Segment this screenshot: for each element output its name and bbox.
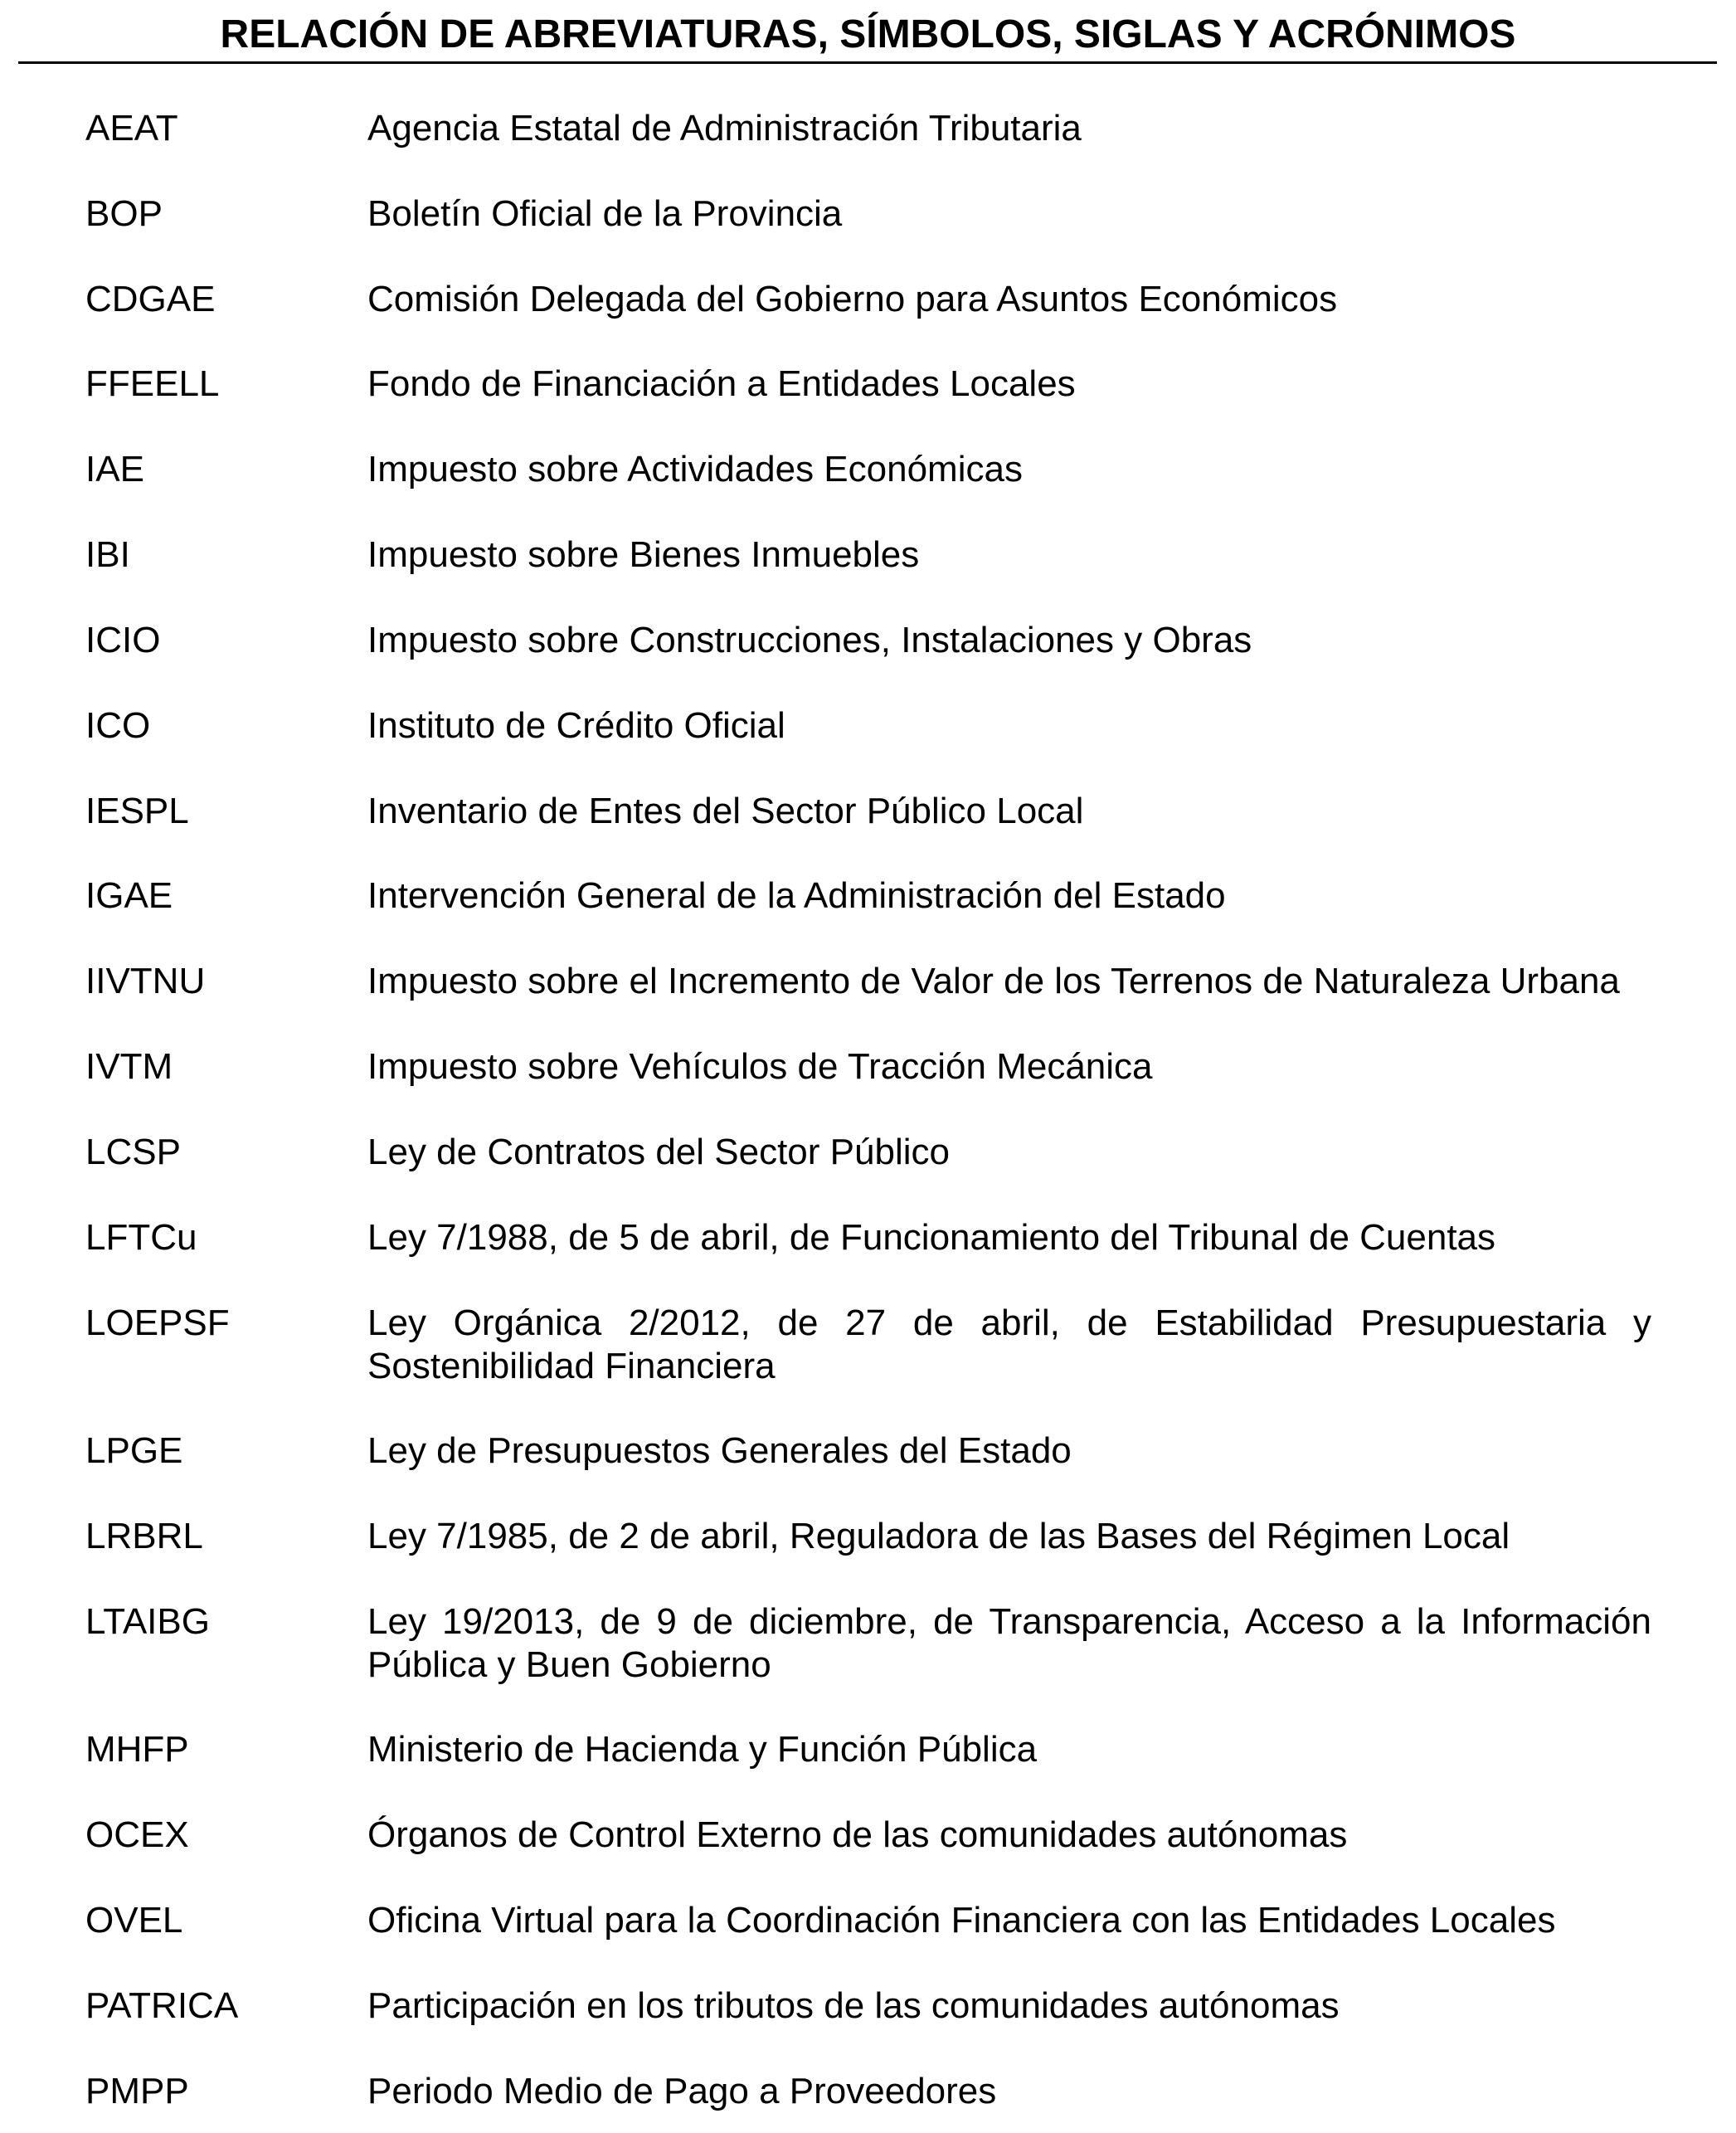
abbreviation: PATRICA	[85, 1985, 239, 2026]
abbreviation: LFTCu	[85, 1217, 197, 1258]
abbreviation: CDGAE	[85, 279, 216, 319]
abbreviation: AEAT	[85, 108, 178, 149]
abbreviation: IESPL	[85, 791, 189, 831]
abbreviation-meaning: Inventario de Entes del Sector Público Local	[367, 791, 1084, 831]
abbreviation-meaning: Agencia Estatal de Administración Tributaria	[367, 108, 1082, 149]
abbreviation: LPGE	[85, 1430, 183, 1471]
abbreviation-meaning: Impuesto sobre Vehículos de Tracción Mecánica	[367, 1046, 1153, 1087]
page-title: RELACIÓN DE ABREVIATURAS, SÍMBOLOS, SIGLAS Y ACRÓNIMOS	[220, 12, 1516, 56]
abbreviation: PMPP	[85, 2071, 189, 2111]
abbreviation-meaning: Boletín Oficial de la Provincia	[367, 193, 843, 234]
abbreviation-meaning: Impuesto sobre Actividades Económicas	[367, 449, 1023, 489]
abbreviation-meaning: Comisión Delegada del Gobierno para Asuntos Económicos	[367, 279, 1338, 319]
abbreviation-meaning: Oficina Virtual para la Coordinación Financiera con las Entidades Locales	[367, 1900, 1556, 1941]
abbreviation-meaning: Ley 7/1985, de 2 de abril, Reguladora de las Bases del Régimen Local	[367, 1516, 1510, 1556]
abbreviation-meaning: Instituto de Crédito Oficial	[367, 705, 785, 746]
abbreviation-meaning: Impuesto sobre Construcciones, Instalaciones y Obras	[367, 620, 1252, 660]
abbreviation-meaning: Periodo Medio de Pago a Proveedores	[367, 2071, 997, 2111]
abbreviation: LRBRL	[85, 1516, 203, 1556]
abbreviation: ICIO	[85, 620, 161, 660]
abbreviation: ICO	[85, 705, 151, 746]
abbreviation: FFEELL	[85, 363, 220, 404]
abbreviation: LTAIBG	[85, 1601, 210, 1642]
abbreviation: IBI	[85, 534, 130, 575]
abbreviation-meaning: Fondo de Financiación a Entidades Locales	[367, 363, 1076, 404]
abbreviation-meaning: Ley 7/1988, de 5 de abril, de Funcionamiento del Tribunal de Cuentas	[367, 1217, 1496, 1258]
abbreviation: IIVTNU	[85, 961, 206, 1001]
abbreviation-meaning: Ley 19/2013, de 9 de diciembre, de Transparencia, Acceso a la Información Pública y Buen Gobierno	[367, 1601, 1651, 1685]
abbreviation-meaning: Impuesto sobre el Incremento de Valor de los Terrenos de Naturaleza Urbana	[367, 961, 1620, 1001]
abbreviation: LCSP	[85, 1132, 181, 1172]
abbreviation: IGAE	[85, 875, 173, 916]
abbreviation: MHFP	[85, 1729, 189, 1770]
abbreviation: IAE	[85, 449, 144, 489]
abbreviation: IVTM	[85, 1046, 173, 1087]
abbreviation-meaning: Ley Orgánica 2/2012, de 27 de abril, de Estabilidad Presupuestaria y Sostenibilidad Financiera	[367, 1303, 1651, 1386]
abbreviation-meaning: Impuesto sobre Bienes Inmuebles	[367, 534, 920, 575]
abbreviation: BOP	[85, 193, 163, 234]
abbreviation-meaning: Órganos de Control Externo de las comunidades autónomas	[367, 1814, 1348, 1855]
abbreviation: OCEX	[85, 1814, 189, 1855]
abbreviation-meaning: Participación en los tributos de las comunidades autónomas	[367, 1985, 1340, 2026]
abbreviation: OVEL	[85, 1900, 183, 1941]
abbreviation-meaning: Intervención General de la Administración del Estado	[367, 875, 1226, 916]
abbreviation-meaning: Ley de Presupuestos Generales del Estado	[367, 1430, 1072, 1471]
abbreviation: LOEPSF	[85, 1303, 230, 1343]
abbreviation-meaning: Ley de Contratos del Sector Público	[367, 1132, 950, 1172]
abbreviation-meaning: Ministerio de Hacienda y Función Pública	[367, 1729, 1038, 1770]
